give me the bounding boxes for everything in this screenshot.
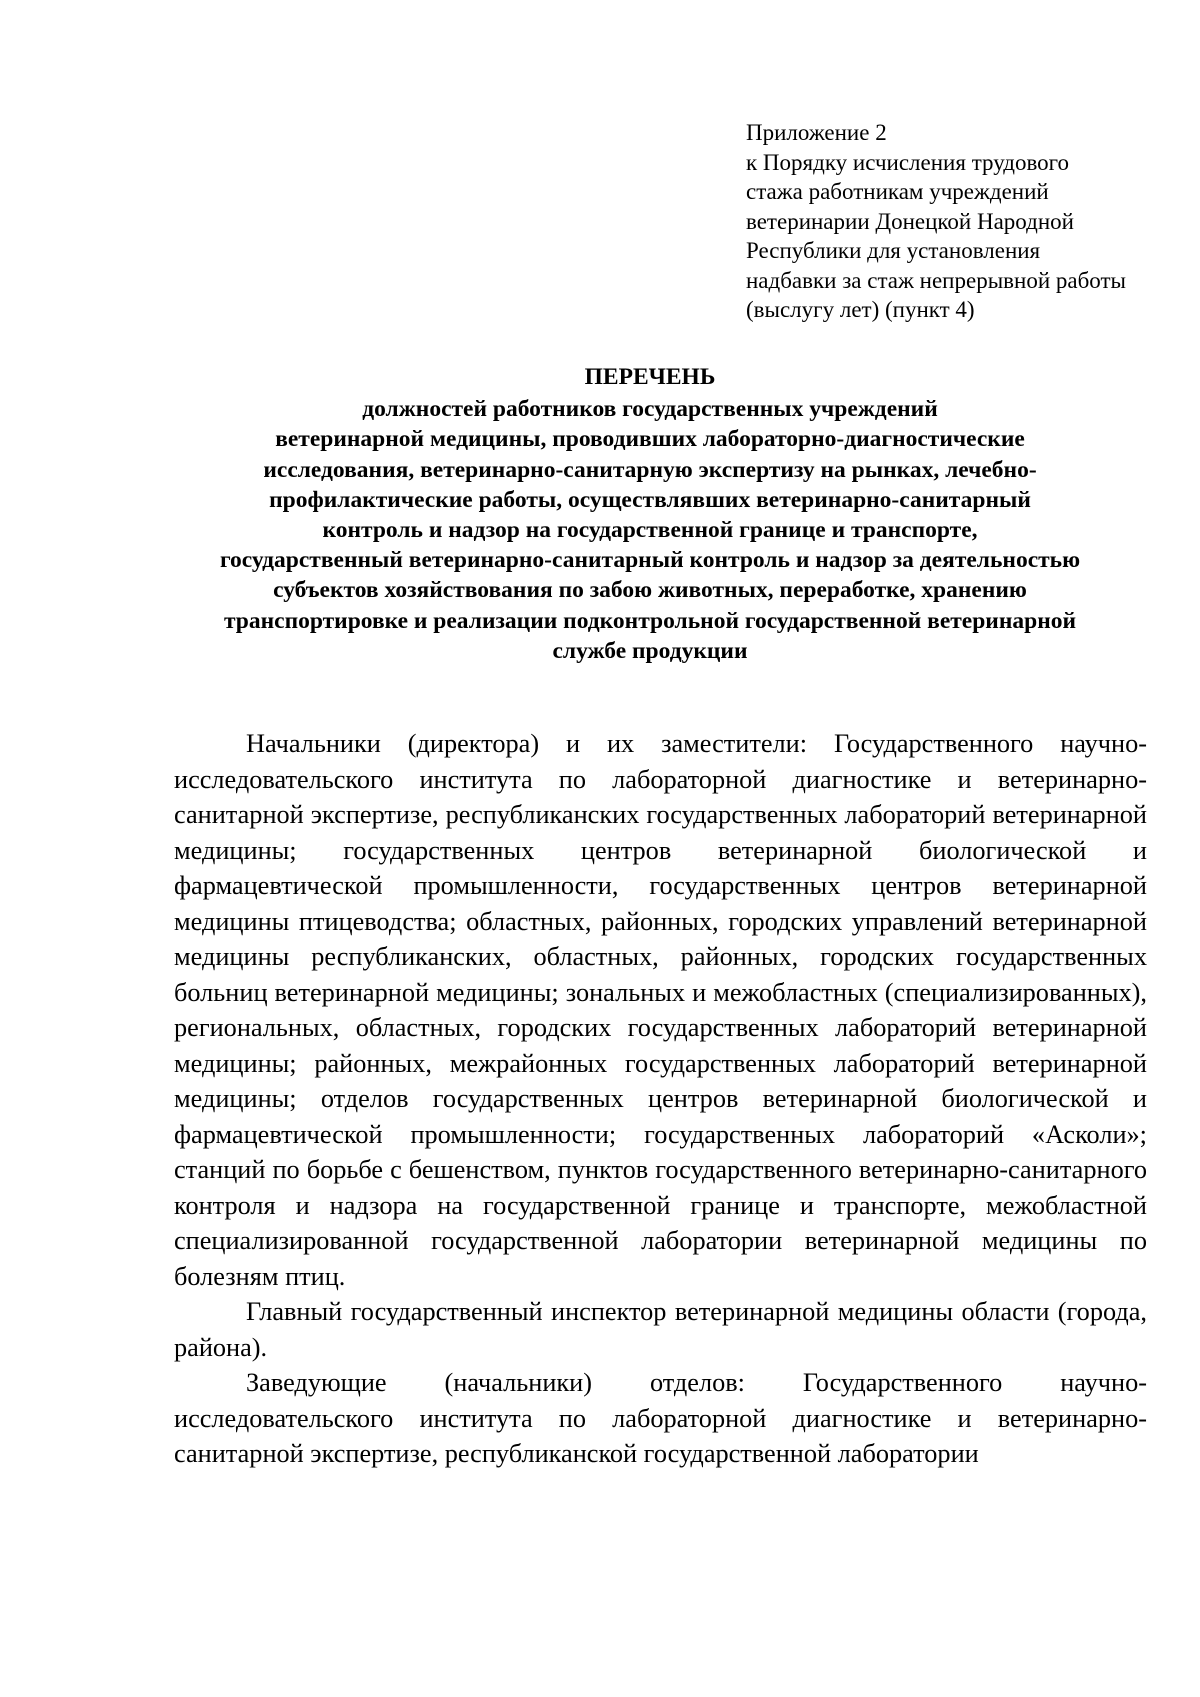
appendix-note: [746, 118, 1166, 325]
appendix-line: к Порядку исчисления трудового: [746, 149, 1070, 175]
body-paragraph: Заведующие (начальники) отделов: Государственного научно-исследовательского института по лабораторной диагностике и ветеринарно-санитарной экспертизе, республиканской государственной лаборатории: [174, 1368, 1147, 1468]
document-title: [150, 362, 1150, 666]
body-paragraph: Главный государственный инспектор ветеринарной медицины области (города, района).: [174, 1297, 1147, 1362]
title-line: исследования, ветеринарно-санитарную экспертизу на рынках, лечебно-: [263, 456, 1037, 483]
title-heading: ПЕРЕЧЕНЬ: [584, 364, 716, 390]
title-line: ветеринарной медицины, проводивших лабораторно-диагностические: [275, 426, 1025, 453]
appendix-line: ветеринарии Донецкой Народной: [746, 208, 1074, 234]
body-paragraph: Начальники (директора) и их заместители: Государственного научно-исследовательского института по лабораторной диагностике и ветеринарно-санитарной экспертизе, республиканских государственных лабораторий ветеринарной медицины; государственных центров ветеринарной биологической и фармацевтической промышленности, государственных центров ветеринарной медицины птицеводства; областных, районных, городских управлений ветеринарной медицины республиканских, областных, районных, городских государственных больниц ветеринарной медицины; зональных и межобластных (специализированных), региональных, областных, городских государственных лабораторий ветеринарной медицины; районных, межрайонных государственных лабораторий ветеринарной медицины; отделов государственных центров ветеринарной биологической и фармацевтической промышленности; государственных лабораторий «Асколи»; станций по борьбе с бешенством, пунктов государственного ветеринарно-санитарного контроля и надзора на государственной границе и транспорте, межобластной специализированной государственной лаборатории ветеринарной медицины по болезням птиц.: [174, 729, 1147, 1291]
appendix-line: (выслугу лет) (пункт 4): [746, 297, 975, 322]
title-line: службе продукции: [552, 637, 748, 664]
appendix-line: стажа работникам учреждений: [746, 179, 1049, 204]
document-body: [174, 726, 1147, 1472]
title-line: государственный ветеринарно-санитарный контроль и надзор за деятельностью: [219, 547, 1081, 574]
title-line: транспортировке и реализации подконтрольной государственной ветеринарной: [223, 607, 1077, 634]
title-line: контроль и надзор на государственной границе и транспорте,: [322, 517, 978, 544]
title-line: должностей работников государственных учреждений: [362, 396, 938, 423]
appendix-line: Приложение 2: [746, 120, 887, 145]
appendix-line: Республики для установления: [746, 238, 1041, 263]
appendix-line: надбавки за стаж непрерывной работы: [746, 267, 1126, 293]
title-line: субъектов хозяйствования по забою животных, переработке, хранению: [273, 577, 1027, 604]
title-line: профилактические работы, осуществлявших ветеринарно-санитарный: [269, 486, 1031, 513]
